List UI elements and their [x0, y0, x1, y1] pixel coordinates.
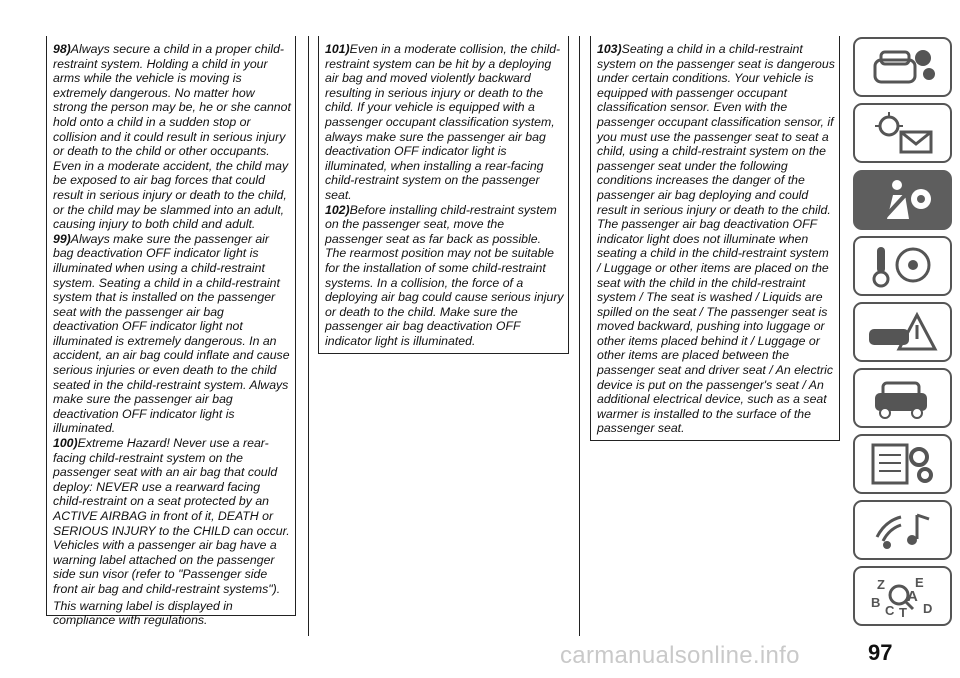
car-dashboard-icon — [863, 44, 943, 90]
warning-101 — [325, 42, 564, 203]
warning-text: Always secure a child in a proper child-restraint system. Holding a child in your arms while the vehicle is moving is extremely dangerous. No matter how strong the person may be, he or she cannot hold onto a child in a sudden stop or collision and it could result in serious injury or death to the child or other occupants. Even in a moderate accident, the child may be exposed to air bag forces that could result in serious injury or death to the child, or the child may be slammed into an adult, causing injury to both child and adult. — [53, 42, 291, 232]
warning-text: Always make sure the passenger air bag deactivation OFF indicator light is illuminated when using a child-restraint system. Seating a child in a child-restraint system that is installed on the passenger seat with the passenger air bag deactivation OFF indicator light not illuminated is extremely dangerous. In an accident, an air bag could inflate and cause serious injuries or even death to the child seated in the child-restraint system. Always make sure the passenger air bag deactivation OFF indicator light is illuminated. — [53, 231, 290, 436]
tab-index[interactable] — [853, 566, 952, 626]
index-letter: D — [922, 601, 932, 616]
breakdown-warning-icon — [863, 309, 943, 355]
index-letter: T — [898, 605, 907, 619]
tab-starting-driving[interactable] — [853, 236, 952, 296]
index-letter: Z — [876, 577, 885, 592]
tab-maintenance[interactable] — [853, 368, 952, 428]
tab-safety[interactable] — [853, 170, 952, 230]
index-letter: A — [906, 588, 918, 605]
tab-dashboard[interactable] — [853, 37, 952, 97]
tab-emergency[interactable] — [853, 302, 952, 362]
warning-number: 102) — [325, 202, 350, 217]
warning-column-3 — [590, 36, 840, 441]
index-letter: C — [884, 603, 894, 618]
warning-text: Seating a child in a child-restraint system on the passenger seat is dangerous under certain conditions. Your vehicle is equipped with passenger occupant classification sensor. Even with the passenger occupant classification sensor, if you must use the passenger seat to seat a child, using a child-restraint system on the passenger seat under the following conditions increases the danger of the passenger air bag deploying and could result in serious injury or death to the child. The passenger air bag deactivation OFF indicator light does not illuminate when seating a child in the child-restraint system / Luggage or other items are placed on the seat with the child in the child-restraint system / The seat is washed / Liquids are spilled on the seat / The passenger seat is moved backward, pushing into luggage or other items placed behind it / Luggage or other items are placed between the passenger seat and driver seat / An electric device is put on the passenger's seat / An additional electrical device, such as a seat warmer is installed to the surface of the passenger seat. — [597, 42, 835, 436]
warning-lights-icon — [863, 110, 943, 156]
warning-98 — [53, 42, 291, 232]
key-steering-icon — [863, 243, 943, 289]
column-divider — [308, 36, 309, 636]
warning-text: Even in a moderate collision, the child-restraint system can be hit by a deploying air bag and moved violently backward resulting in serious injury or death to the child. If your vehicle is equipped with a passenger occupant classification system, always make sure the passenger air bag deactivation OFF indicator light is illuminated, when installing a rear-facing child-restraint system on the passenger seat. — [325, 42, 561, 202]
warning-text: Extreme Hazard! Never use a rear-facing child-restraint system on the passenger seat with an air bag that could deploy: NEVER use a rearward facing child-restraint on a seat protected by an ACTIVE AIRBAG in front of it, DEATH or SERIOUS INJURY to the CHILD can occur. Vehicles with a passenger air bag have a warning label attached on the passenger side sun visor (refer to "Passenger side front air bag and child-restraint systems"). — [53, 436, 290, 596]
warning-number: 101) — [325, 42, 350, 56]
technical-data-icon — [863, 441, 943, 487]
warning-number: 103) — [597, 42, 622, 56]
warning-103 — [597, 42, 835, 436]
warning-100-note: This warning label is displayed in compliance with regulations. — [53, 598, 233, 628]
page-number: 97 — [868, 640, 893, 665]
warning-number: 98) — [53, 42, 71, 56]
index-icon — [863, 573, 943, 619]
warning-number: 99) — [53, 231, 71, 246]
warning-100 — [53, 436, 291, 597]
warning-text: Before installing child-restraint system on the passenger seat, move the passenger seat as far back as possible. The rearmost position may not be suitable for the installation of some child-restraint systems. In a collision, the force of a deploying air bag could cause serious injury or death to the child. Make sure the passenger air bag deactivation OFF indicator light is illuminated. — [325, 202, 564, 348]
index-letter: E — [914, 575, 924, 590]
seatbelt-airbag-icon — [863, 177, 943, 223]
multimedia-icon — [863, 507, 943, 553]
column-divider — [579, 36, 580, 636]
index-letter: B — [870, 595, 880, 610]
warning-column-1 — [46, 36, 296, 628]
tab-warning-lights[interactable] — [853, 103, 952, 163]
warning-column-2 — [318, 36, 569, 354]
warning-99 — [53, 232, 291, 436]
warning-102 — [325, 203, 564, 349]
tab-multimedia[interactable] — [853, 500, 952, 560]
car-maintenance-icon — [863, 375, 943, 421]
watermark: carmanualsonline.info — [560, 642, 800, 669]
warning-number: 100) — [53, 436, 78, 451]
tab-technical-data[interactable] — [853, 434, 952, 494]
